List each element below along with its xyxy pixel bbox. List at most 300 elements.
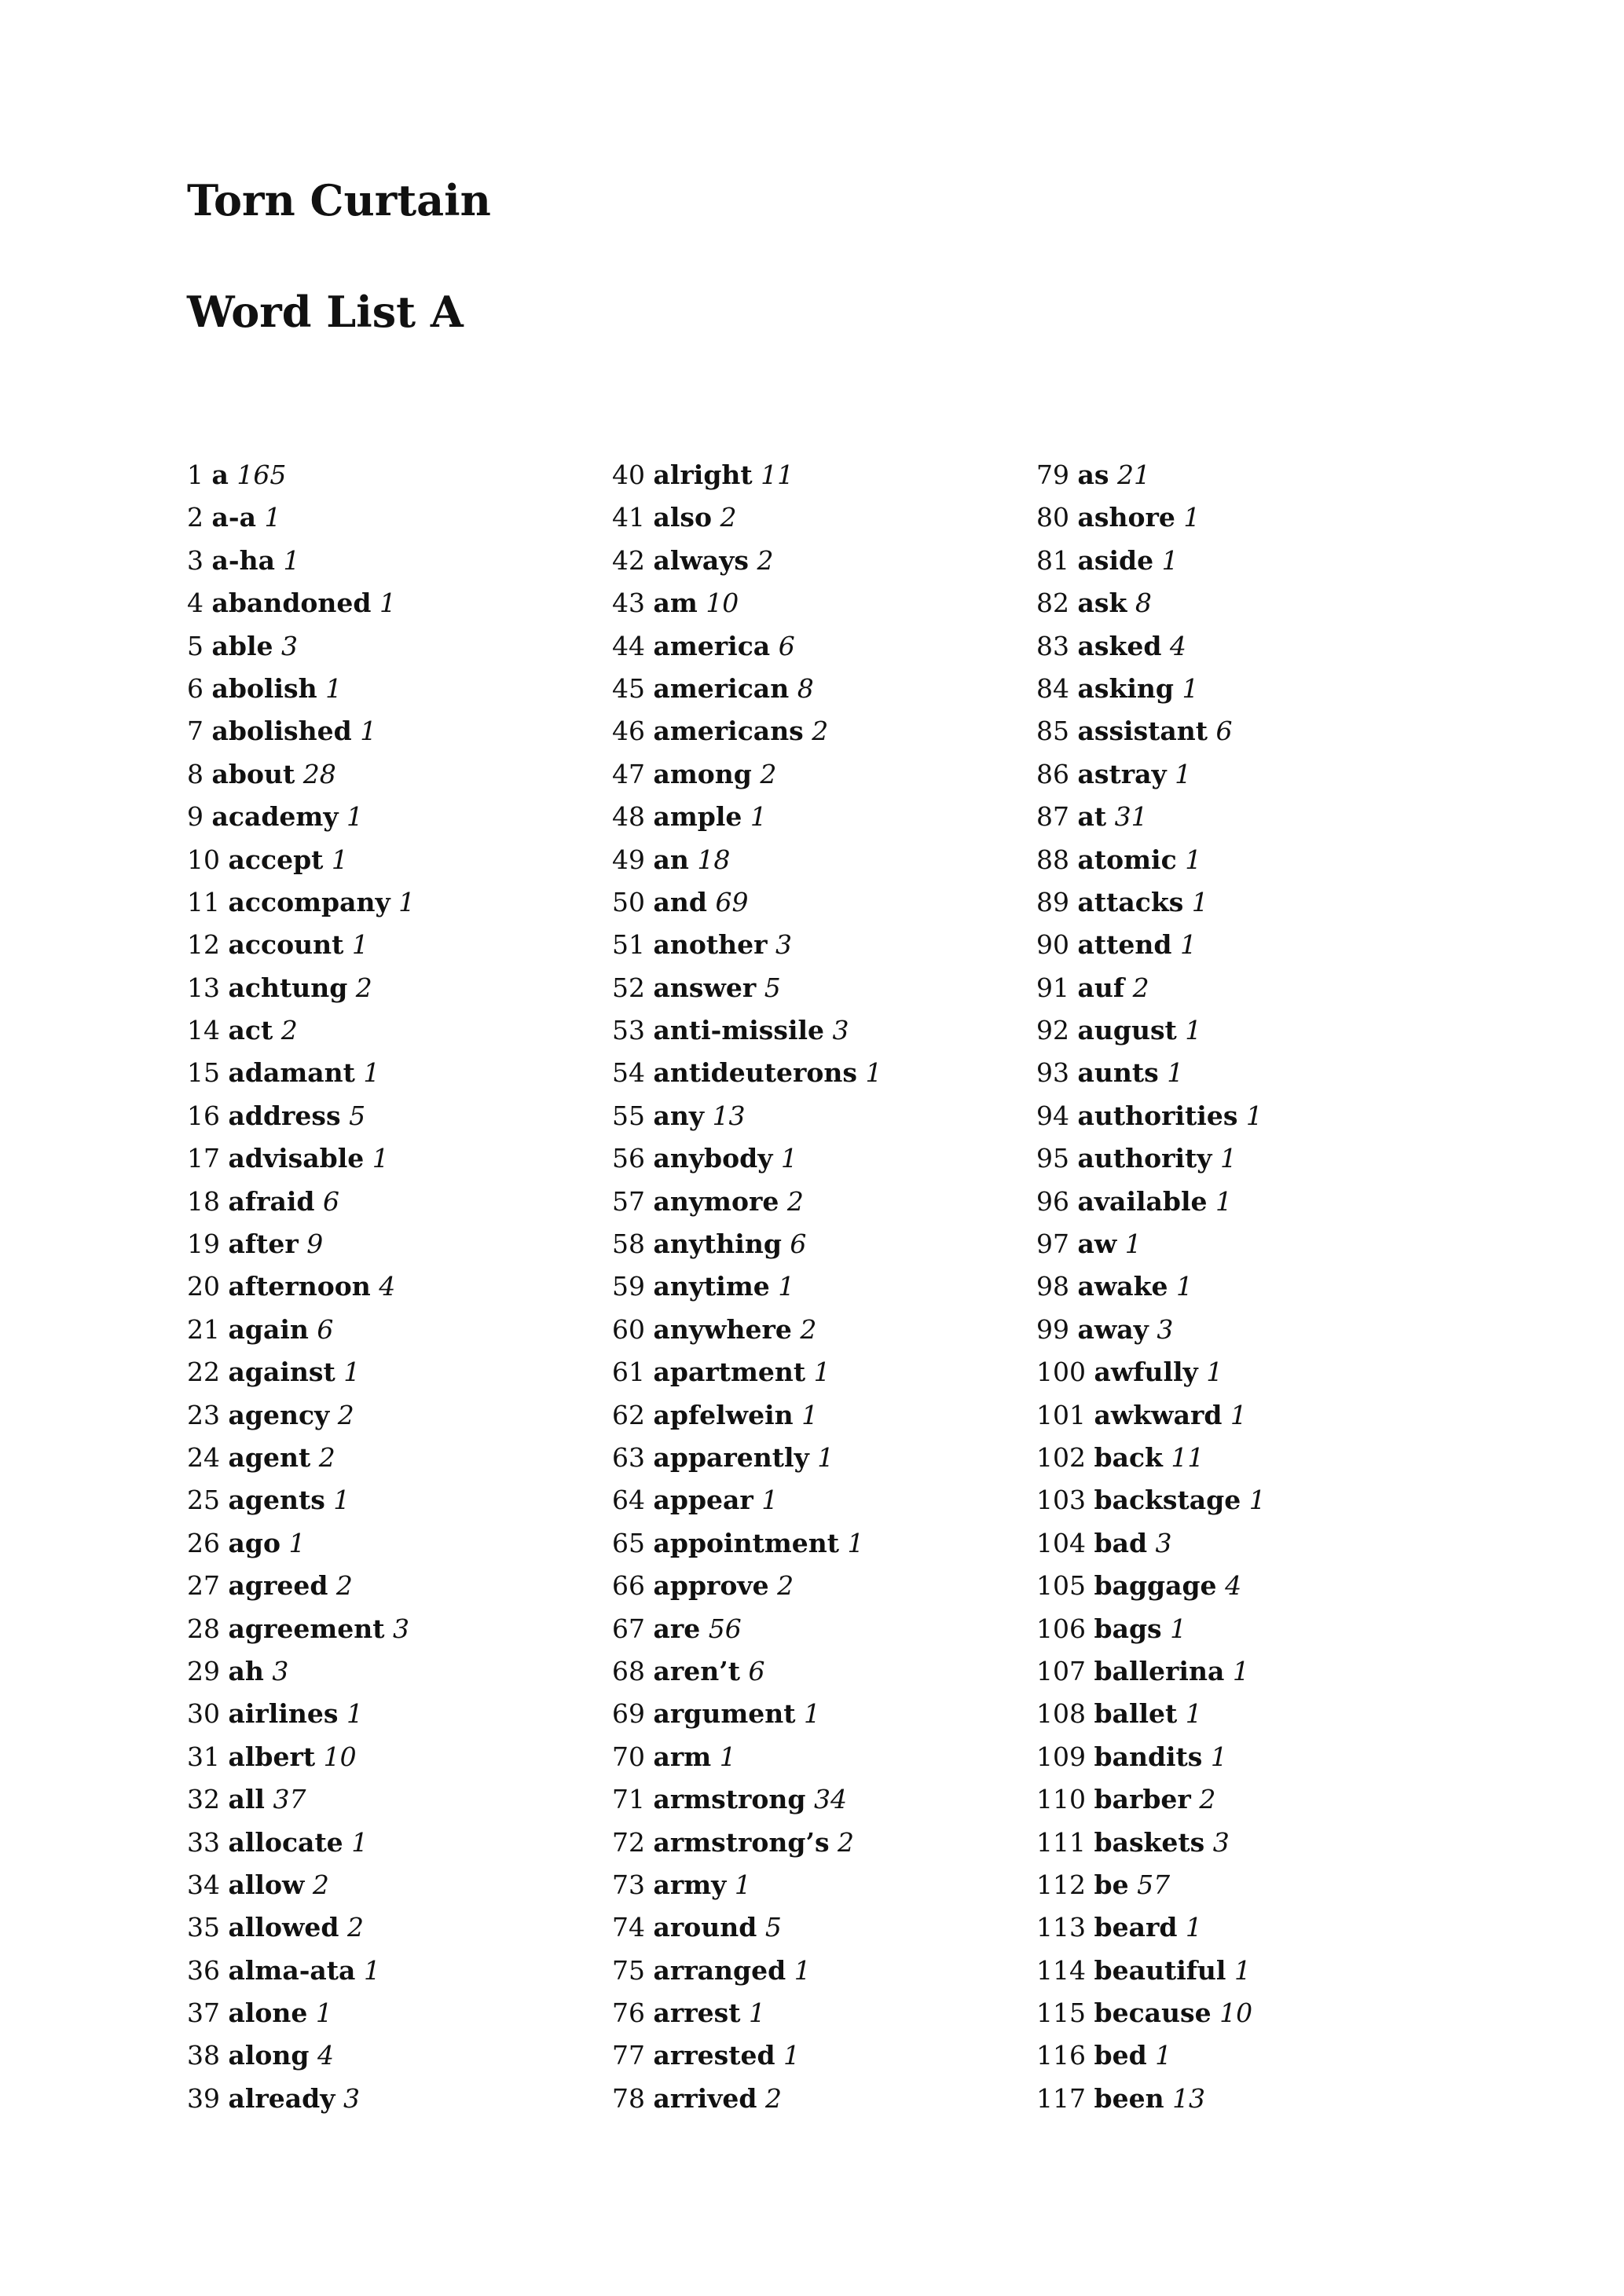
word-entry (187, 2034, 415, 2077)
entry-number: 21 (187, 1313, 220, 1345)
entry-count: 1 (346, 801, 364, 833)
entry-number: 25 (187, 1485, 220, 1516)
entry-number: 93 (1036, 1057, 1069, 1089)
entry-count: 1 (360, 716, 377, 747)
entry-word: abolished (211, 716, 352, 747)
entry-number: 16 (187, 1100, 220, 1131)
word-entry (1036, 1309, 1266, 1351)
entry-count: 1 (813, 1357, 830, 1388)
entry-count: 1 (283, 544, 300, 576)
entry-count: 1 (346, 1698, 363, 1730)
entry-count: 4 (1169, 630, 1186, 661)
entry-number: 17 (187, 1143, 220, 1174)
entry-number: 80 (1036, 502, 1069, 533)
entry-number: 15 (187, 1057, 220, 1089)
entry-number: 88 (1036, 844, 1069, 875)
entry-number: 77 (612, 2040, 645, 2071)
entry-count: 1 (761, 1485, 779, 1516)
entry-number: 3 (187, 544, 203, 576)
entry-count: 1 (1245, 1100, 1263, 1131)
word-entry (187, 540, 415, 582)
entry-word: an (653, 844, 689, 875)
word-entry (187, 1009, 415, 1052)
entry-number: 65 (612, 1527, 645, 1558)
entry-word: address (228, 1100, 341, 1131)
entry-number: 19 (187, 1229, 220, 1260)
entry-number: 98 (1036, 1271, 1069, 1302)
entry-word: another (653, 929, 768, 961)
word-entry (1036, 1052, 1266, 1094)
entry-count: 13 (1172, 2082, 1206, 2114)
entry-number: 86 (1036, 758, 1069, 789)
entry-count: 5 (349, 1100, 366, 1131)
word-entry (612, 1009, 882, 1052)
entry-word: allowed (228, 1912, 339, 1943)
entry-count: 3 (832, 1015, 849, 1046)
entry-count: 1 (1185, 844, 1202, 875)
entry-word: apfelwein (653, 1399, 794, 1430)
entry-word: bad (1094, 1527, 1148, 1558)
word-entry (612, 1650, 882, 1693)
word-entry (1036, 796, 1266, 838)
entry-word: afternoon (228, 1271, 371, 1302)
entry-count: 1 (331, 844, 348, 875)
entry-count: 1 (748, 1998, 765, 2029)
entry-number: 78 (612, 2082, 645, 2114)
entry-count: 165 (236, 460, 287, 490)
entry-number: 90 (1036, 929, 1069, 961)
entry-word: apparently (653, 1441, 809, 1473)
entry-word: accept (228, 844, 324, 875)
word-entry (612, 1822, 882, 1864)
entry-count: 1 (803, 1698, 820, 1730)
entry-word: authorities (1077, 1100, 1238, 1131)
entry-count: 1 (1161, 544, 1179, 576)
word-entry (612, 881, 882, 924)
entry-count: 6 (322, 1185, 339, 1217)
entry-count: 1 (1219, 1143, 1237, 1174)
entry-count: 2 (786, 1185, 804, 1217)
entry-word: arranged (653, 1954, 786, 1986)
entry-count: 2 (1199, 1784, 1216, 1815)
entry-number: 58 (612, 1229, 645, 1260)
entry-word: astray (1077, 758, 1167, 789)
entry-number: 101 (1036, 1399, 1086, 1430)
entry-number: 1 (187, 460, 203, 490)
entry-number: 81 (1036, 544, 1069, 576)
entry-count: 1 (801, 1399, 819, 1430)
entry-number: 69 (612, 1698, 645, 1730)
entry-word: agreement (228, 1613, 385, 1644)
entry-count: 1 (1191, 886, 1208, 917)
word-entry (612, 839, 882, 881)
entry-number: 110 (1036, 1784, 1086, 1815)
word-entry (187, 1137, 415, 1180)
entry-count: 1 (1175, 758, 1192, 789)
entry-count: 1 (780, 1143, 797, 1174)
entry-word: ample (653, 801, 742, 833)
entry-number: 9 (187, 801, 203, 833)
entry-word: agreed (228, 1570, 328, 1602)
word-entry (1036, 1137, 1266, 1180)
entry-count: 2 (838, 1826, 855, 1858)
entry-count: 11 (1171, 1441, 1204, 1473)
entry-word: away (1077, 1313, 1149, 1345)
entry-count: 5 (764, 1912, 782, 1943)
word-entry (187, 1950, 415, 1992)
entry-count: 1 (1248, 1485, 1266, 1516)
entry-word: appear (653, 1485, 753, 1516)
entry-number: 11 (187, 886, 220, 917)
entry-number: 57 (612, 1185, 645, 1217)
word-entry (187, 796, 415, 838)
word-list-column-3 (1036, 454, 1266, 2120)
entry-number: 56 (612, 1143, 645, 1174)
entry-word: alma-ata (228, 1954, 356, 1986)
entry-number: 53 (612, 1015, 645, 1046)
word-entry (612, 1522, 882, 1565)
entry-count: 1 (398, 886, 416, 917)
entry-word: bandits (1094, 1741, 1203, 1772)
entry-word: abolish (211, 672, 317, 704)
word-entry (1036, 1437, 1266, 1479)
entry-count: 3 (343, 2082, 360, 2114)
entry-word: anything (653, 1229, 782, 1260)
entry-count: 1 (1155, 2040, 1172, 2071)
entry-number: 48 (612, 801, 645, 833)
entry-number: 52 (612, 972, 645, 1003)
entry-count: 2 (764, 2082, 782, 2114)
entry-count: 6 (748, 1655, 765, 1686)
entry-number: 31 (187, 1741, 220, 1772)
entry-count: 37 (273, 1784, 306, 1815)
word-entry (1036, 625, 1266, 668)
entry-word: ballerina (1094, 1655, 1225, 1686)
entry-word: arrested (653, 2040, 775, 2071)
entry-word: among (653, 758, 752, 789)
word-entry (187, 1822, 415, 1864)
entry-word: bed (1094, 2040, 1147, 2071)
entry-word: antideuterons (653, 1057, 857, 1089)
document-subtitle: Word List A (187, 287, 464, 337)
word-entry (187, 1437, 415, 1479)
entry-number: 111 (1036, 1826, 1086, 1858)
entry-number: 39 (187, 2082, 220, 2114)
word-entry (187, 1223, 415, 1265)
word-list-column-2 (612, 454, 882, 2120)
word-entry (1036, 1992, 1266, 2034)
entry-number: 47 (612, 758, 645, 789)
entry-number: 50 (612, 886, 645, 917)
entry-word: about (211, 758, 295, 789)
entry-number: 104 (1036, 1527, 1086, 1558)
entry-number: 83 (1036, 630, 1069, 661)
entry-number: 68 (612, 1655, 645, 1686)
word-entry (1036, 1736, 1266, 1778)
entry-number: 71 (612, 1784, 645, 1815)
entry-number: 97 (1036, 1229, 1069, 1260)
entry-word: albert (228, 1741, 316, 1772)
entry-count: 1 (865, 1057, 882, 1089)
entry-count: 1 (363, 1954, 380, 1986)
word-entry (612, 1608, 882, 1650)
word-entry (612, 454, 882, 496)
word-entry (187, 1650, 415, 1693)
word-entry (1036, 1265, 1266, 1308)
word-entry (612, 625, 882, 668)
entry-word: ago (228, 1527, 280, 1558)
word-entry (1036, 1394, 1266, 1437)
entry-word: awake (1077, 1271, 1168, 1302)
entry-number: 24 (187, 1441, 220, 1473)
entry-number: 59 (612, 1271, 645, 1302)
entry-word: atomic (1077, 844, 1177, 875)
word-entry (1036, 1778, 1266, 1821)
entry-count: 1 (351, 929, 368, 961)
word-entry (1036, 1822, 1266, 1864)
entry-word: after (228, 1229, 299, 1260)
entry-word: alone (228, 1998, 308, 2029)
entry-count: 1 (1176, 1271, 1193, 1302)
entry-number: 61 (612, 1357, 645, 1388)
entry-word: anywhere (653, 1313, 792, 1345)
word-entry (187, 1864, 415, 1906)
entry-word: american (653, 672, 790, 704)
word-entry (612, 2078, 882, 2120)
entry-number: 13 (187, 972, 220, 1003)
entry-word: apartment (653, 1357, 806, 1388)
word-entry (187, 1394, 415, 1437)
entry-number: 113 (1036, 1912, 1086, 1943)
entry-count: 1 (1185, 1698, 1202, 1730)
entry-word: along (228, 2040, 310, 2071)
entry-number: 64 (612, 1485, 645, 1516)
entry-word: back (1094, 1441, 1163, 1473)
word-entry (187, 1906, 415, 1949)
entry-count: 5 (764, 972, 781, 1003)
word-entry (1036, 710, 1266, 753)
entry-count: 1 (1230, 1399, 1247, 1430)
entry-number: 91 (1036, 972, 1069, 1003)
word-entry (187, 710, 415, 753)
entry-count: 1 (363, 1057, 380, 1089)
entry-word: americans (653, 716, 804, 747)
entry-count: 1 (333, 1485, 350, 1516)
entry-count: 8 (1135, 588, 1152, 619)
entry-word: agency (228, 1399, 330, 1430)
entry-count: 2 (312, 1869, 329, 1900)
entry-count: 9 (306, 1229, 324, 1260)
entry-word: baggage (1094, 1570, 1217, 1602)
word-entry (1036, 1906, 1266, 1949)
word-entry (1036, 668, 1266, 710)
entry-number: 49 (612, 844, 645, 875)
word-entry (612, 796, 882, 838)
entry-word: again (228, 1313, 309, 1345)
word-entry (187, 1608, 415, 1650)
entry-word: around (653, 1912, 757, 1943)
word-entry (187, 1095, 415, 1137)
entry-word: asking (1077, 672, 1174, 704)
entry-number: 70 (612, 1741, 645, 1772)
word-entry (612, 1137, 882, 1180)
entry-word: are (653, 1613, 701, 1644)
entry-number: 37 (187, 1998, 220, 2029)
entry-count: 6 (317, 1313, 334, 1345)
word-entry (187, 1351, 415, 1393)
entry-number: 26 (187, 1527, 220, 1558)
entry-number: 66 (612, 1570, 645, 1602)
entry-word: airlines (228, 1698, 339, 1730)
entry-count: 1 (1185, 1015, 1202, 1046)
word-entry (1036, 753, 1266, 796)
word-entry (612, 668, 882, 710)
word-entry (1036, 496, 1266, 539)
entry-count: 1 (1210, 1741, 1227, 1772)
entry-word: at (1077, 801, 1107, 833)
entry-count: 1 (783, 2040, 801, 2071)
entry-number: 18 (187, 1185, 220, 1217)
entry-count: 2 (355, 972, 372, 1003)
entry-count: 1 (1179, 929, 1197, 961)
entry-count: 1 (847, 1527, 864, 1558)
entry-number: 116 (1036, 2040, 1086, 2071)
entry-count: 2 (760, 758, 777, 789)
word-list-column-1 (187, 454, 415, 2120)
entry-word: against (228, 1357, 335, 1388)
entry-count: 2 (1132, 972, 1149, 1003)
entry-word: auf (1077, 972, 1125, 1003)
entry-word: act (228, 1015, 273, 1046)
entry-count: 6 (790, 1229, 807, 1260)
entry-number: 27 (187, 1570, 220, 1602)
word-entry (1036, 1693, 1266, 1735)
word-entry (612, 1565, 882, 1607)
word-entry (1036, 454, 1266, 496)
entry-count: 1 (325, 672, 343, 704)
entry-word: be (1094, 1869, 1129, 1900)
word-entry (1036, 1522, 1266, 1565)
entry-count: 11 (761, 460, 794, 490)
word-entry (612, 1181, 882, 1223)
entry-word: available (1077, 1185, 1208, 1217)
word-entry (187, 1479, 415, 1522)
entry-number: 44 (612, 630, 645, 661)
entry-word: alright (653, 460, 753, 490)
entry-number: 55 (612, 1100, 645, 1131)
entry-word: arrest (653, 1998, 741, 2029)
entry-word: account (228, 929, 344, 961)
entry-number: 51 (612, 929, 645, 961)
entry-word: a-ha (211, 544, 275, 576)
entry-word: august (1077, 1015, 1177, 1046)
entry-word: agents (228, 1485, 325, 1516)
entry-word: ballet (1094, 1698, 1178, 1730)
entry-word: aren’t (653, 1655, 740, 1686)
entry-count: 3 (392, 1613, 409, 1644)
entry-word: accompany (228, 886, 390, 917)
entry-count: 2 (812, 716, 829, 747)
word-entry (612, 540, 882, 582)
entry-number: 6 (187, 672, 203, 704)
entry-number: 28 (187, 1613, 220, 1644)
entry-count: 13 (712, 1100, 746, 1131)
word-entry (1036, 1479, 1266, 1522)
entry-word: any (653, 1100, 705, 1131)
entry-number: 8 (187, 758, 203, 789)
entry-number: 67 (612, 1613, 645, 1644)
entry-word: arm (653, 1741, 712, 1772)
entry-count: 10 (1219, 1998, 1253, 2029)
word-entry (187, 839, 415, 881)
entry-count: 1 (1182, 672, 1199, 704)
word-entry (1036, 967, 1266, 1009)
entry-count: 1 (1232, 1655, 1249, 1686)
entry-number: 41 (612, 502, 645, 533)
entry-number: 42 (612, 544, 645, 576)
entry-word: bags (1094, 1613, 1162, 1644)
entry-word: attacks (1077, 886, 1184, 917)
entry-number: 36 (187, 1954, 220, 1986)
entry-number: 109 (1036, 1741, 1086, 1772)
entry-count: 1 (343, 1357, 361, 1388)
entry-count: 10 (706, 588, 739, 619)
entry-number: 10 (187, 844, 220, 875)
entry-number: 63 (612, 1441, 645, 1473)
entry-count: 1 (1167, 1057, 1184, 1089)
entry-count: 1 (817, 1441, 834, 1473)
word-entry (1036, 1095, 1266, 1137)
word-entry (187, 1309, 415, 1351)
word-entry (1036, 2078, 1266, 2120)
word-entry (612, 753, 882, 796)
entry-count: 1 (264, 502, 281, 533)
entry-word: academy (211, 801, 339, 833)
entry-count: 1 (1206, 1357, 1223, 1388)
entry-number: 84 (1036, 672, 1069, 704)
entry-number: 29 (187, 1655, 220, 1686)
entry-number: 100 (1036, 1357, 1086, 1388)
word-entry (1036, 1351, 1266, 1393)
word-entry (187, 1565, 415, 1607)
entry-word: aside (1077, 544, 1154, 576)
word-entry (1036, 1223, 1266, 1265)
entry-word: abandoned (211, 588, 372, 619)
entry-count: 2 (757, 544, 774, 576)
word-entry (612, 1095, 882, 1137)
word-entry (1036, 1608, 1266, 1650)
entry-word: already (228, 2082, 335, 2114)
entry-word: advisable (228, 1143, 365, 1174)
entry-number: 38 (187, 2040, 220, 2071)
entry-number: 92 (1036, 1015, 1069, 1046)
entry-number: 108 (1036, 1698, 1086, 1730)
entry-number: 114 (1036, 1954, 1086, 1986)
word-entry (612, 2034, 882, 2077)
entry-word: because (1094, 1998, 1212, 2029)
entry-number: 95 (1036, 1143, 1069, 1174)
entry-number: 43 (612, 588, 645, 619)
entry-word: authority (1077, 1143, 1212, 1174)
entry-number: 20 (187, 1271, 220, 1302)
entry-word: all (228, 1784, 265, 1815)
entry-count: 1 (719, 1741, 736, 1772)
word-entry (612, 1437, 882, 1479)
entry-word: attend (1077, 929, 1172, 961)
entry-number: 89 (1036, 886, 1069, 917)
entry-count: 1 (1234, 1954, 1251, 1986)
entry-number: 62 (612, 1399, 645, 1430)
